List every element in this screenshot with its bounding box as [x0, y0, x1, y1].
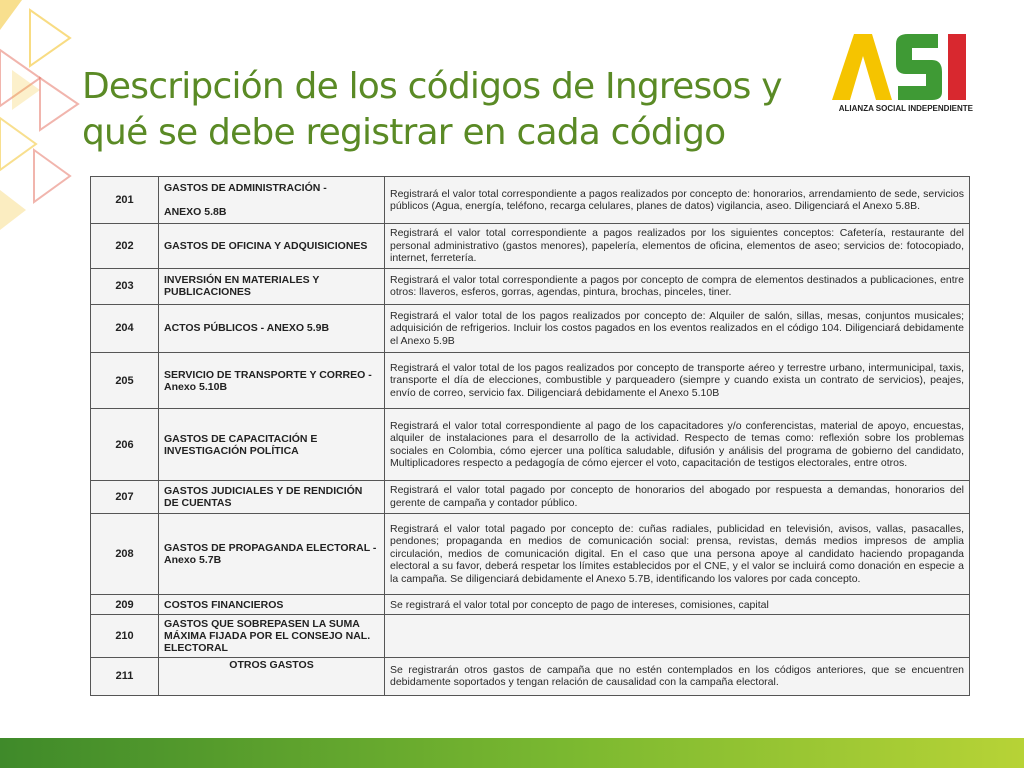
- bottom-green-bar: [0, 738, 1024, 768]
- row-description: Se registrarán otros gastos de campaña que no estén contemplados en los códigos anteriores, que se encuentren debidamente soportados y tengan relación de causalidad con la campaña electoral.: [385, 657, 970, 695]
- table-row: [91, 513, 970, 594]
- row-code: 208: [91, 513, 159, 594]
- row-name: GASTOS DE CAPACITACIÓN E INVESTIGACIÓN POLÍTICA: [159, 409, 385, 480]
- row-name: INVERSIÓN EN MATERIALES Y PUBLICACIONES: [159, 268, 385, 304]
- table-row: [91, 224, 970, 268]
- table-row: [91, 177, 970, 224]
- row-name: COSTOS FINANCIEROS: [159, 595, 385, 615]
- row-code: 204: [91, 304, 159, 352]
- row-name: GASTOS DE PROPAGANDA ELECTORAL - Anexo 5.7B: [159, 513, 385, 594]
- asi-logo-letters: [828, 30, 973, 104]
- row-description: Registrará el valor total pagado por concepto de: cuñas radiales, publicidad en televisión, avisos, vallas, pasacalles, pendones; propaganda en medios de comunicación social: prensa, revistas, demás medios impresos de amplia circulación, medios de comunicación digital. En el caso que una persona apoye al candidato haciendo propaganda electoral a su favor, deberá respetar los límites establecidos por el CNE, y el valor se incluirá como donación en especie a la campaña. Se diligenciará debidamente el Anexo 5.7B, identificando los valores por cada concepto.: [385, 513, 970, 594]
- decorative-triangles: [0, 0, 90, 230]
- row-description: Registrará el valor total correspondiente al pago de los capacitadores y/o conferencistas, material de apoyo, encuestas, alquiler de instalaciones para el desarrollo de la actividad. Respecto de temas como: reflexión sobre los problemas sociales en Colombia, cómo ejercer una política saludable, difusión y análisis del programa de gobierno del candidato, Multiplicadores respecto a pedagogía de cómo ejercer el voto, capacitación de testigos electorales, entre otros.: [385, 409, 970, 480]
- row-name: GASTOS QUE SOBREPASEN LA SUMA MÁXIMA FIJADA POR EL CONSEJO NAL. ELECTORAL: [159, 615, 385, 657]
- logo-subtitle: ALIANZA SOCIAL INDEPENDIENTE: [838, 104, 973, 113]
- table-row: [91, 615, 970, 657]
- row-description: Registrará el valor total de los pagos realizados por concepto de transporte aéreo y terrestre urbano, intermunicipal, taxis, transporte el día de elecciones, combustible y parqueadero (siempre y cuando exista un contrato de servicios), peajes, envío de correo, servicio fax. Diligenciará debidamente el Anexo 5.10B: [385, 352, 970, 408]
- row-code: 203: [91, 268, 159, 304]
- row-code: 202: [91, 224, 159, 268]
- row-code: 207: [91, 480, 159, 513]
- row-name: OTROS GASTOS: [159, 657, 385, 695]
- row-code: 201: [91, 177, 159, 224]
- row-code: 209: [91, 595, 159, 615]
- table-row: [91, 304, 970, 352]
- table-row: [91, 268, 970, 304]
- table-body: [91, 177, 970, 696]
- row-code: 206: [91, 409, 159, 480]
- row-description: Registrará el valor total de los pagos realizados por concepto de: Alquiler de salón, sillas, mesas, conjuntos musicales; adquisición de refrigerios. Incluir los costos pagados en los eventos realizados en el código 104. Diligenciará debidamente el Anexo 5.9B: [385, 304, 970, 352]
- row-description: Registrará el valor total correspondiente a pagos realizados por concepto de: honorarios, arrendamiento de sede, servicios públicos (Agua, energía, teléfono, recarga celulares, planes de datos) vigilancia, aseo. Diligenciará el Anexo 5.8B.: [385, 177, 970, 224]
- table-row: [91, 480, 970, 513]
- row-code: 205: [91, 352, 159, 408]
- row-name: SERVICIO DE TRANSPORTE Y CORREO - Anexo 5.10B: [159, 352, 385, 408]
- row-description: Registrará el valor total correspondiente a pagos realizados por los siguientes conceptos: Cafetería, restaurante del personal administrativo (gastos menores), papelería, elementos de oficina, elementos de aseo; servicios de: fotocopiado, internet, ferretería.: [385, 224, 970, 268]
- row-name: GASTOS DE ADMINISTRACIÓN - ANEXO 5.8B: [159, 177, 385, 224]
- row-code: 211: [91, 657, 159, 695]
- row-description: Se registrará el valor total por concepto de pago de intereses, comisiones, capital: [385, 595, 970, 615]
- codes-table: [90, 176, 970, 696]
- row-name: GASTOS DE OFICINA Y ADQUISICIONES: [159, 224, 385, 268]
- codes-table-image: [90, 176, 970, 696]
- row-description: [385, 615, 970, 657]
- row-description: Registrará el valor total correspondiente a pagos por concepto de compra de elementos destinados a publicaciones, entre otros: llaveros, esferos, gorras, agendas, pintura, brochas, pinceles, tiner.: [385, 268, 970, 304]
- asi-logo: [828, 30, 973, 116]
- slide-title-line-2: qué se debe registrar en cada código: [82, 112, 726, 153]
- row-name: ACTOS PÚBLICOS - ANEXO 5.9B: [159, 304, 385, 352]
- table-row: [91, 409, 970, 480]
- row-description: Registrará el valor total pagado por concepto de honorarios del abogado por respuesta a demandas, honorarios del gerente de campaña y contador público.: [385, 480, 970, 513]
- table-row: [91, 595, 970, 615]
- slide-title: [82, 64, 842, 156]
- row-code: 210: [91, 615, 159, 657]
- row-name: GASTOS JUDICIALES Y DE RENDICIÓN DE CUENTAS: [159, 480, 385, 513]
- table-row: [91, 352, 970, 408]
- slide-title-line-1: Descripción de los códigos de Ingresos y: [82, 66, 782, 107]
- table-row: [91, 657, 970, 695]
